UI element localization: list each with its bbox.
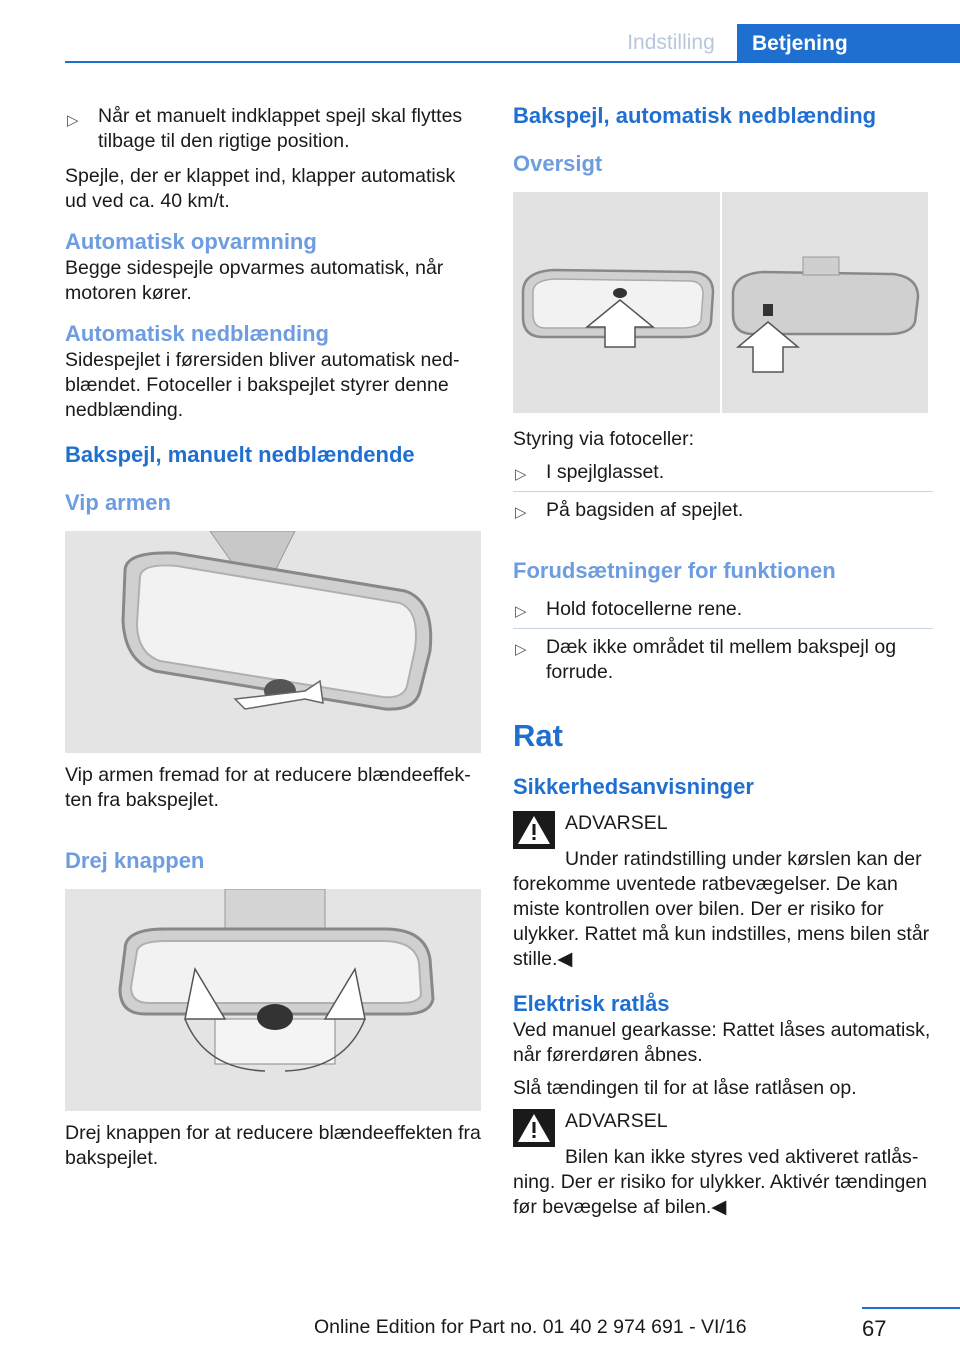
auto-mirror-illustration	[513, 192, 928, 413]
edition-text: Online Edition for Part no. 01 40 2 974 691 - VI/16	[314, 1316, 747, 1338]
left-column	[65, 100, 481, 1179]
subsection-heading: Vip armen	[65, 490, 171, 515]
triangle-bullet-icon: ▷	[515, 466, 527, 483]
warning-label: ADVARSEL	[565, 812, 668, 834]
header-tab-betjening[interactable]: Betjening	[737, 24, 960, 63]
paragraph: Styring via fotoceller:	[513, 428, 694, 450]
list-item: ▷ På bagsiden af spejlet.	[513, 491, 933, 529]
triangle-bullet-icon: ▷	[515, 603, 527, 620]
paragraph: Spejle, der er klappet ind, klapper automatisk ud ved ca. 40 km/t.	[65, 165, 456, 212]
warning-triangle-icon	[513, 1109, 555, 1147]
lever-mirror-illustration	[65, 531, 481, 753]
knob-mirror-figure	[65, 889, 481, 1111]
warning-label: ADVARSEL	[565, 1110, 668, 1132]
warning-block	[513, 811, 933, 849]
section-heading: Automatisk opvarmning	[65, 229, 317, 254]
paragraph: Sidespejlet i førersiden bliver automatisk nedblændet. Fotoceller i bakspejlet styrer denne nedblænding.	[65, 349, 460, 421]
section-heading: Bakspejl, automatisk nedblænding	[513, 103, 877, 128]
triangle-bullet-icon: ▷	[515, 504, 527, 521]
list-item: ▷ I spejlglasset.	[513, 454, 933, 491]
chapter-heading: Rat	[513, 718, 563, 753]
list-item: ▷ Dæk ikke området til mellem bakspejl og forrude.	[513, 628, 933, 691]
list-item: ▷ Hold fotocellerne rene.	[513, 591, 933, 628]
page-number: 67	[862, 1316, 887, 1341]
lever-mirror-figure	[65, 531, 481, 753]
section-heading: Automatisk nedblænding	[65, 321, 329, 346]
section-heading: Bakspejl, manuelt nedblændende	[65, 442, 415, 467]
warning-text: Under ratindstilling under kørslen kan der forekomme uventede ratbevægelser. De kan miste kontrollen over bilen. Der er risiko for ulykker. Rattet må kun indstilles, mens bilen står stille.◀	[513, 848, 930, 970]
triangle-bullet-icon: ▷	[515, 641, 527, 658]
paragraph: Ved manuel gearkasse: Rattet låses automatisk, når førerdøren åbnes.	[513, 1019, 931, 1066]
section-heading: Elektrisk ratlås	[513, 991, 670, 1016]
subsection-heading: Drej knappen	[65, 848, 205, 873]
subsection-heading: Oversigt	[513, 151, 603, 176]
subsection-heading: Forudsætninger for funktionen	[513, 558, 836, 583]
right-column	[513, 100, 933, 1228]
list-item: ▷ Når et manuelt indklappet spejl skal flyttes tilbage til den rigtige position.	[67, 105, 463, 152]
header-tab-indstilling[interactable]: Indstilling	[627, 31, 715, 54]
footer-rule	[862, 1307, 960, 1309]
warning-text: Bilen kan ikke styres ved aktiveret ratlåsning. Der er risiko for ulykker. Aktivér tændingen før bevægelse af bilen.◀	[513, 1146, 928, 1218]
paragraph: Slå tændingen til for at låse ratlåsen op.	[513, 1077, 857, 1099]
triangle-bullet-icon: ▷	[67, 112, 79, 129]
auto-mirror-figure	[513, 192, 928, 413]
paragraph: Begge sidespejle opvarmes automatisk, når motoren kører.	[65, 257, 444, 304]
figure-caption: Vip armen fremad for at reducere blændeeffekten fra bakspejlet.	[65, 764, 471, 811]
section-heading: Sikkerhedsanvisninger	[513, 774, 754, 799]
knob-mirror-illustration	[65, 889, 481, 1111]
header-rule	[65, 61, 960, 63]
figure-caption: Drej knappen for at reducere blændeeffekten fra bakspejlet.	[65, 1122, 481, 1169]
warning-triangle-icon	[513, 811, 555, 849]
warning-block	[513, 1109, 933, 1147]
